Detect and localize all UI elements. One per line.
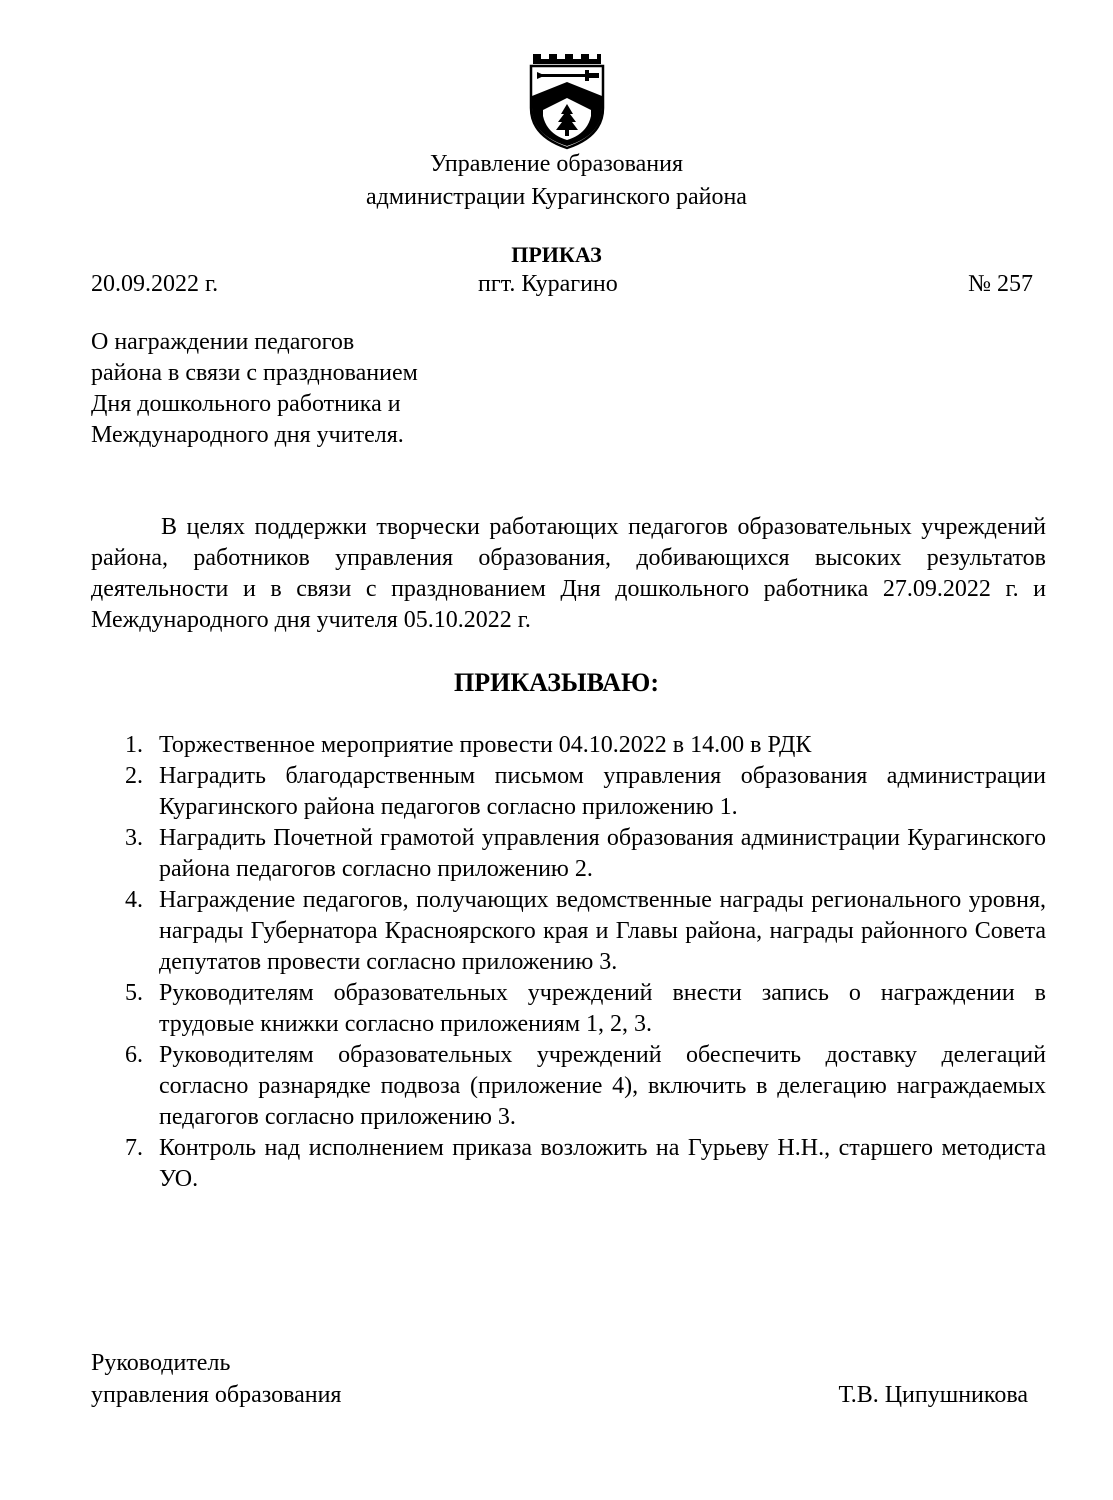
item-text: Торжественное мероприятие провести 04.10.2022 в 14.00 в РДК: [159, 732, 812, 758]
item-number: 6.: [125, 1042, 143, 1068]
item-number: 4.: [125, 887, 143, 913]
list-item: [91, 1133, 1046, 1195]
item-text: Наградить благодарственным письмом управления образования администрации Курагинского района педагогов согласно приложению 1.: [159, 763, 1046, 820]
list-item: [91, 730, 1046, 761]
order-date: 20.09.2022 г.: [91, 271, 219, 297]
item-text: Контроль над исполнением приказа возложить на Гурьеву Н.Н., старшего методиста УО.: [159, 1135, 1046, 1192]
order-subject: [91, 327, 418, 451]
order-title: ПРИКАЗ: [511, 242, 602, 267]
signatory-position-line2: управления образования: [91, 1382, 342, 1408]
item-text: Награждение педагогов, получающих ведомственные награды регионального уровня, награды Губернатора Красноярского края и Главы района, награды районного Совета депутатов провести согласно приложению 3.: [159, 887, 1046, 975]
item-number: 5.: [125, 980, 143, 1006]
directive-heading: ПРИКАЗЫВАЮ:: [454, 668, 659, 697]
list-item: [91, 978, 1046, 1040]
org-name-line2: администрации Курагинского района: [366, 184, 747, 210]
coat-of-arms-icon: [527, 52, 607, 150]
list-item: [91, 885, 1046, 978]
order-number: № 257: [968, 271, 1033, 297]
item-number: 1.: [125, 732, 143, 758]
list-item: [91, 761, 1046, 823]
item-text: Наградить Почетной грамотой управления образования администрации Курагинского района педагогов согласно приложению 2.: [159, 825, 1046, 882]
org-name-line1: Управление образования: [430, 151, 683, 177]
item-text: Руководителям образовательных учреждений обеспечить доставку делегаций согласно разнарядке подвоза (приложение 4), включить в делегацию награждаемых педагогов согласно приложению 3.: [159, 1042, 1046, 1130]
subject-line: Дня дошкольного работника и: [91, 391, 401, 417]
item-text: Руководителям образовательных учреждений внести запись о награждении в трудовые книжки согласно приложениям 1, 2, 3.: [159, 980, 1046, 1037]
list-item: [91, 823, 1046, 885]
list-item: [91, 1040, 1046, 1133]
item-number: 3.: [125, 825, 143, 851]
intro-paragraph: В целях поддержки творчески работающих педагогов образовательных учреждений района, работников управления образования, добивающихся высоких результатов деятельности и в связи с празднованием Дня дошкольного работника 27.09.2022 г. и Международного дня учителя 05.10.2022 г.: [91, 514, 1046, 633]
order-place: пгт. Курагино: [478, 271, 618, 297]
order-items-list: [91, 730, 1046, 1195]
subject-line: Международного дня учителя.: [91, 422, 404, 448]
signatory-position-line1: Руководитель: [91, 1350, 231, 1376]
item-number: 7.: [125, 1135, 143, 1161]
subject-line: района в связи с празднованием: [91, 360, 418, 386]
item-number: 2.: [125, 763, 143, 789]
signatory-name: Т.В. Ципушникова: [838, 1382, 1028, 1408]
subject-line: О награждении педагогов: [91, 329, 355, 355]
